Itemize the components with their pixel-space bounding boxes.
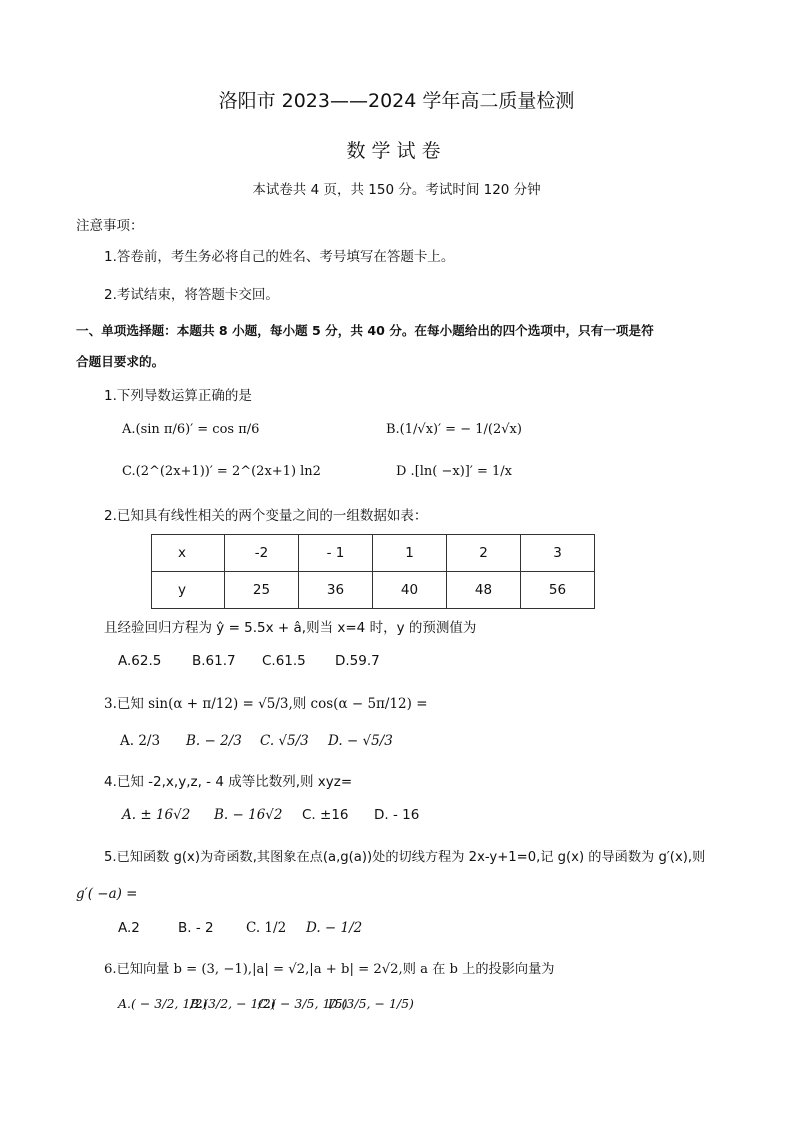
q3-option-d: D. − √5/3 [328,733,393,749]
q6-option-b: B.(3/2, − 1/2) [190,996,276,1011]
q2-data-table [151,534,595,609]
exam-info: 本试卷共 4 页，共 150 分。考试时间 120 分钟 [252,182,541,198]
table-cell: 40 [373,572,447,609]
notice-item-1: 1.答卷前，考生务必将自己的姓名、考号填写在答题卡上。 [104,249,455,265]
table-cell: 56 [521,572,595,609]
q5-stem-2: g′( −a) = [76,886,138,902]
q4-option-a: A. ± 16√2 [122,807,191,823]
q5-option-d: D. − 1/2 [306,920,363,936]
q4-option-c: C. ±16 [302,807,349,823]
q5-stem: 5.已知函数 g(x)为奇函数,其图象在点(a,g(a))处的切线方程为 2x-y+1=0,记 g(x) 的导函数为 g′(x),则 [104,850,706,865]
q1-stem: 1.下列导数运算正确的是 [104,388,252,404]
table-row [152,572,595,609]
q1-option-b: B.(1/√x)′ = − 1/(2√x) [386,422,522,437]
exam-title: 洛阳市 2023——2024 学年高二质量检测 [218,90,575,112]
q6-option-d: D.(3/5, − 1/5) [328,996,414,1011]
q3-option-a: A. 2/3 [120,733,161,749]
q6-option-a: A.( − 3/2, 1/2) [118,996,208,1011]
table-cell: 36 [299,572,373,609]
table-cell: 2 [447,535,521,572]
q5-option-c: C. 1/2 [246,920,287,936]
q3-stem: 3.已知 sin(α + π/12) = √5/3,则 cos(α − 5π/12) = [104,696,428,712]
q5-option-a: A.2 [118,920,140,936]
q1-option-c: C.(2^(2x+1))′ = 2^(2x+1) ln2 [122,464,321,479]
section-heading-line2: 合题目要求的。 [76,354,165,369]
table-cell: 3 [521,535,595,572]
q6-stem: 6.已知向量 b = (3, −1),|a| = √2,|a + b| = 2√2,则 a 在 b 上的投影向量为 [104,962,555,977]
q2-option-c: C.61.5 [262,653,306,669]
exam-subtitle: 数学试卷 [346,140,447,162]
q2-stem-2: 且经验回归方程为 ŷ = 5.5x + â,则当 x=4 时，y 的预测值为 [104,620,477,636]
q4-option-b: B. − 16√2 [214,807,283,823]
table-cell: - 1 [299,535,373,572]
notice-item-2: 2.考试结束，将答题卡交回。 [104,287,279,303]
table-cell: y [152,572,225,609]
q1-option-d: D .[ln( −x)]′ = 1/x [396,464,512,479]
q3-option-b: B. − 2/3 [186,733,242,749]
table-row [152,535,595,572]
table-cell: 25 [225,572,299,609]
notice-heading: 注意事项： [76,218,144,234]
q4-stem: 4.已知 -2,x,y,z, - 4 成等比数列,则 xyz= [104,774,353,790]
q3-option-c: C. √5/3 [260,733,309,749]
table-cell: x [152,535,225,572]
table-cell: 48 [447,572,521,609]
q6-option-c: C.( − 3/5, 1/5) [258,996,348,1011]
q2-stem: 2.已知具有线性相关的两个变量之间的一组数据如表： [104,508,428,524]
q1-option-a: A.(sin π/6)′ = cos π/6 [122,422,260,437]
q2-option-b: B.61.7 [192,653,236,669]
q4-option-d: D. - 16 [374,807,420,823]
q5-option-b: B. - 2 [178,920,214,936]
table-cell: -2 [225,535,299,572]
table-cell: 1 [373,535,447,572]
q2-option-d: D.59.7 [335,653,380,669]
section-heading-line1: 一、单项选择题：本题共 8 小题，每小题 5 分，共 40 分。在每小题给出的四个选项中，只有一项是符 [76,323,654,338]
q2-option-a: A.62.5 [118,653,162,669]
